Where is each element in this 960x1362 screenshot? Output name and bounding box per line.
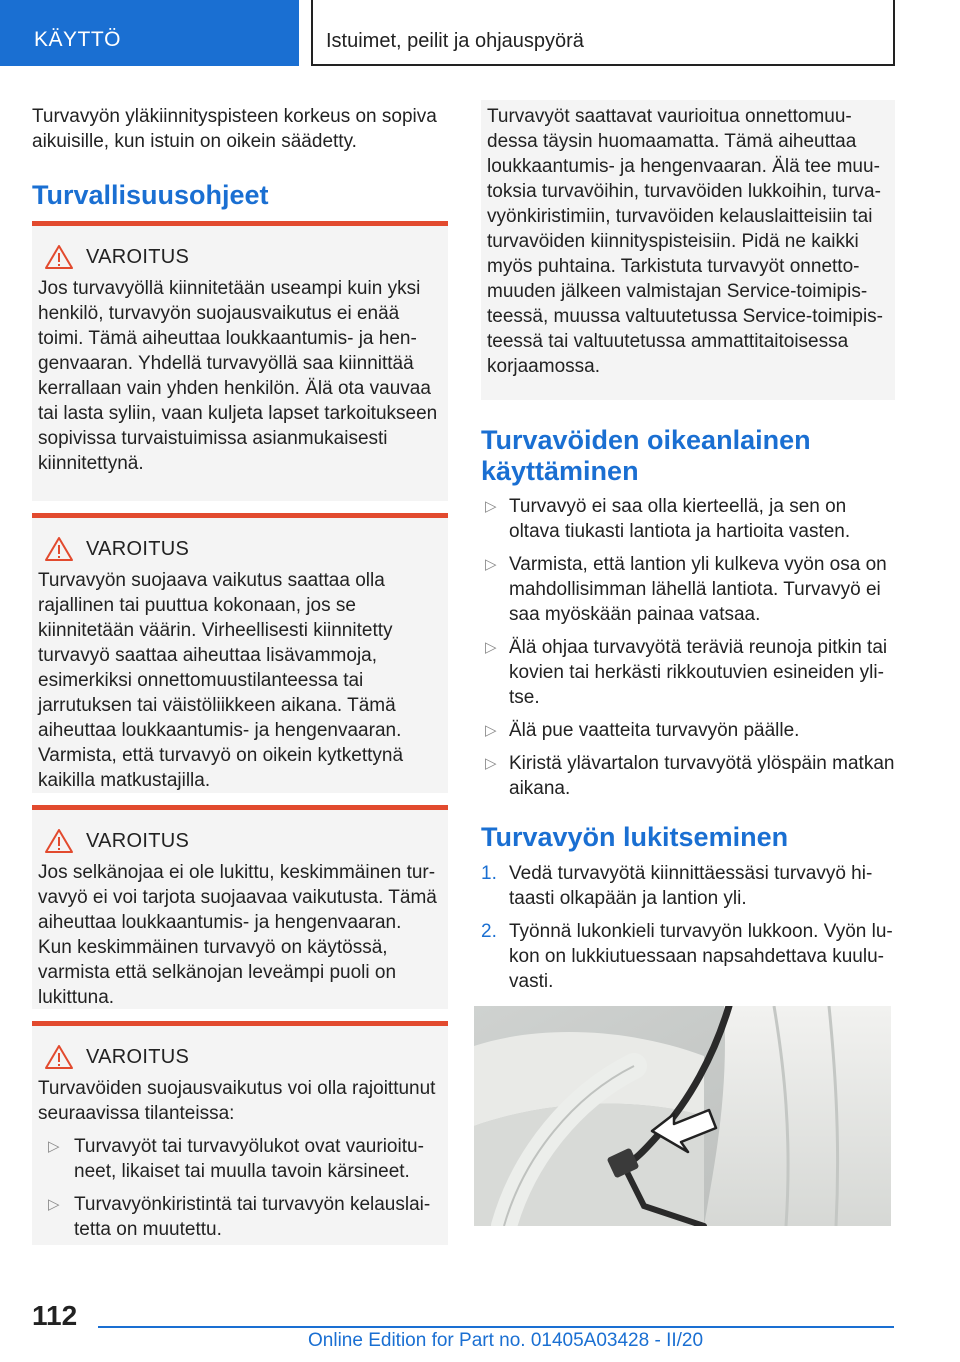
warning-triangle-icon bbox=[44, 1044, 74, 1070]
warning-text: Turvavyön suojaava vaikutus saattaa olla rajallinen tai puuttua kokonaan, jos se kiinnitetään väärin. Virheellisesti kiinnitetty turvavyö saattaa aiheuttaa lisävammoja, esimerkiksi onnettomuustilanteessa tai jarrutuksen tai väistöliikkeen aikana. Tämä aiheuttaa loukkaantumis- ja hengenvaaran. Varmista, että turvavyö on oikein kytkettynä kaikilla matkustajilla. bbox=[38, 570, 404, 791]
locking-steps bbox=[481, 853, 896, 994]
bullet-marker-icon: ▷ bbox=[485, 498, 497, 515]
warning-box-4 bbox=[32, 1021, 448, 1245]
correct-use-heading: Turvavöiden oikeanlainen käyttäminen bbox=[481, 425, 811, 486]
warning-title: VAROITUS bbox=[86, 829, 190, 852]
bullet-marker-icon: ▷ bbox=[48, 1138, 60, 1155]
list-item: ▷ Älä pue vaatteita turvavyön päälle. bbox=[481, 718, 896, 743]
warning-triangle-icon bbox=[44, 244, 74, 270]
page-number: 112 bbox=[32, 1300, 78, 1331]
bullet-marker-icon: ▷ bbox=[48, 1196, 60, 1213]
edition-footer: Online Edition for Part no. 01405A03428 - II/20 bbox=[308, 1330, 704, 1351]
step-item: 1. Vedä turvavyötä kiinnittäessäsi turvavyö hitaasti olkapään ja lantion yli. bbox=[481, 863, 873, 909]
list-item: ▷ Turvavyö ei saa olla kierteellä, ja sen on oltava tiukasti lantiota ja hartioita vasten. bbox=[481, 494, 896, 544]
warning-title: VAROITUS bbox=[86, 1045, 190, 1068]
bullet-marker-icon: ▷ bbox=[485, 556, 497, 573]
step-number: 1. bbox=[481, 863, 497, 884]
section-label: KÄYTTÖ bbox=[34, 28, 122, 51]
header-rule-right bbox=[893, 0, 895, 66]
intro-paragraph: Turvavyön yläkiinnityspisteen korkeus on sopiva aikuisille, kun istuin on oikein säädetty. bbox=[32, 106, 437, 152]
warning-text: Jos selkänojaa ei ole lukittu, keskimmäinen turvavyö ei voi tarjota suojaavaa vaikutusta. Tämä aiheuttaa loukkaantumis- ja hengenvaaran. Kun keskimmäinen turvavyö on käytössä, varmista että selkänojan leveämpi puoli on lukittuna. bbox=[38, 862, 437, 1008]
footer-rule bbox=[98, 1326, 894, 1328]
warning-box-2 bbox=[32, 513, 448, 793]
list-item: ▷ Älä ohjaa turvavyötä teräviä reunoja pitkin tai kovien tai herkästi rikkoutuvien esineiden ylitse. bbox=[481, 635, 896, 710]
bullet-marker-icon: ▷ bbox=[485, 722, 497, 739]
list-item: ▷ Turvavyönkiristintä tai turvavyön kelauslaitetta on muutettu. bbox=[38, 1192, 440, 1242]
warning-text: Jos turvavyöllä kiinnitetään useampi kuin yksi henkilö, turvavyön suojausvaikutus ei enää toimi. Tämä aiheuttaa loukkaantumis- ja hengenvaaran. Yhdellä turvavyöllä saa kiinnittää kerrallaan vain yhden henkilön. Älä ota vauvaa tai lasta syliin, vaan kuljeta lapset tarkoitukseen sopivissa turvaistuimissa asianmukaisesti kiinnitettynä. bbox=[38, 278, 438, 474]
safety-heading: Turvallisuusohjeet bbox=[32, 180, 269, 210]
section-tab bbox=[0, 0, 299, 66]
warning-box-1 bbox=[32, 221, 448, 501]
locking-heading: Turvavyön lukitseminen bbox=[481, 822, 789, 852]
warning-continued-box bbox=[481, 100, 895, 400]
warning-continued-text: Turvavyöt saattavat vaurioitua onnettomuudessa täysin huomaamatta. Tämä aiheuttaa loukkaantumis- ja hengenvaaran. Älä tee muutoksia turvavöihin, turvavöiden lukkoihin, turvavyönkiristimiin, turvavöiden kelauslaitteisiin tai turvavöiden kiinnityspisteisiin. Pidä ne kaikki myös puhtaina. Tarkistuta turvavyöt onnettomuuden jälkeen valmistajan Service-toimipisteessä, muussa valtuutetussa Service-toimipisteessä tai valtuutetussa ammattitaitoisessa korjaamossa. bbox=[487, 106, 883, 377]
bullet-marker-icon: ▷ bbox=[485, 639, 497, 656]
list-item: ▷ Kiristä ylävartalon turvavyötä ylöspäin matkan aikana. bbox=[481, 751, 896, 801]
seat-illustration-icon bbox=[474, 1006, 891, 1226]
warning-title: VAROITUS bbox=[86, 537, 190, 560]
warning-box-3 bbox=[32, 805, 448, 1009]
list-item: ▷ Varmista, että lantion yli kulkeva vyön osa on mahdollisimman lähellä lantiota. Turvavyö ei saa myöskään painaa vatsaa. bbox=[481, 552, 896, 627]
step-item: 2. Työnnä lukonkieli turvavyön lukkoon. Vyön lukon on lukkiutuessaan napsahdettava kuuluvasti. bbox=[481, 921, 893, 992]
header-rule-left bbox=[311, 0, 313, 66]
header-rule-bottom bbox=[311, 64, 895, 66]
list-item: ▷ Turvavyöt tai turvavyölukot ovat vaurioituneet, likaiset tai muulla tavoin kärsineet. bbox=[38, 1134, 440, 1184]
seatbelt-buckle-illustration bbox=[474, 1006, 891, 1226]
step-number: 2. bbox=[481, 921, 497, 942]
warning-title: VAROITUS bbox=[86, 245, 190, 268]
chapter-title: Istuimet, peilit ja ohjauspyörä bbox=[326, 30, 584, 52]
warning-triangle-icon bbox=[44, 828, 74, 854]
correct-use-list bbox=[481, 486, 896, 801]
warning-triangle-icon bbox=[44, 536, 74, 562]
bullet-marker-icon: ▷ bbox=[485, 755, 497, 772]
warning-text: Turvavöiden suojausvaikutus voi olla rajoittunut seuraavissa tilanteissa: bbox=[38, 1078, 436, 1124]
